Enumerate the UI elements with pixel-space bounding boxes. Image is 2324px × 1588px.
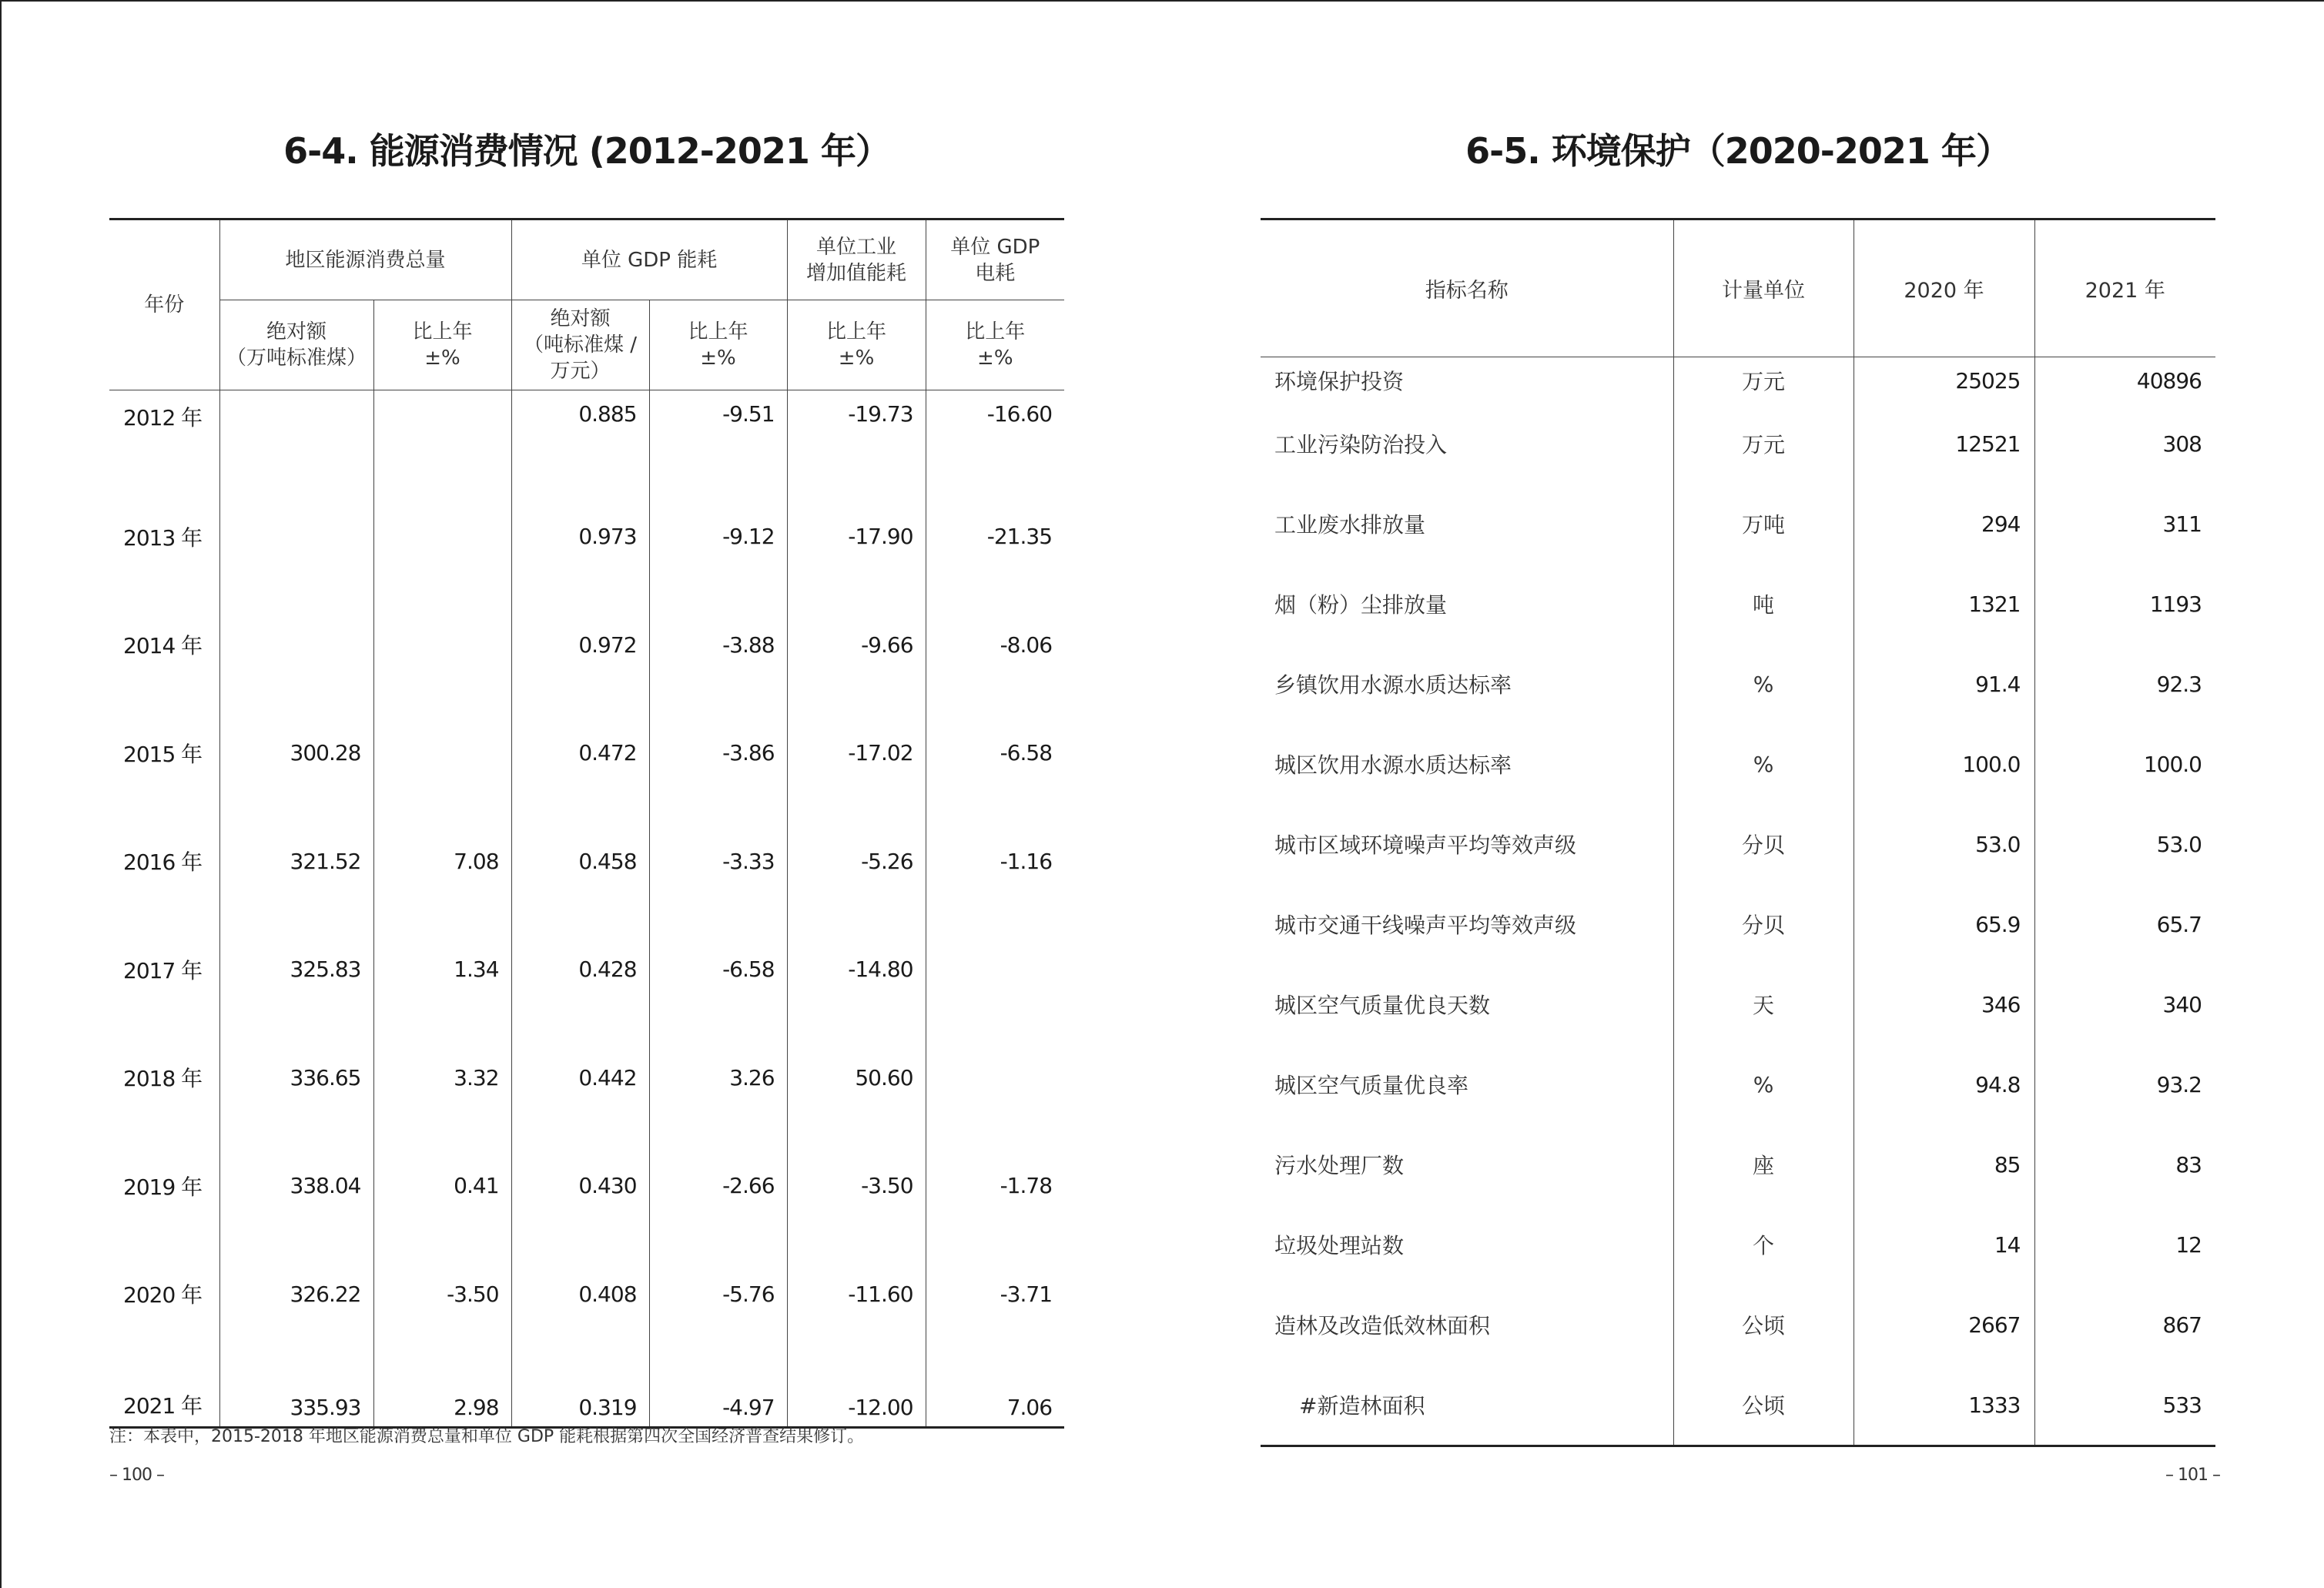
cell-name: 城市区域环境噪声平均等效声级 [1261, 804, 1673, 884]
cell-elec [926, 1023, 1064, 1132]
cell-total_pct [373, 390, 511, 483]
cell-v2020: 94.8 [1854, 1044, 2034, 1124]
cell-ind: -14.80 [787, 916, 926, 1024]
cell-name: #新造林面积 [1261, 1365, 1673, 1446]
cell-total_pct: 2.98 [373, 1348, 511, 1428]
table-row [109, 591, 1064, 699]
cell-gdp_pct: -2.66 [649, 1132, 787, 1241]
cell-name: 工业废水排放量 [1261, 484, 1673, 564]
cell-gdp: 0.885 [511, 390, 649, 483]
header-total-absolute: 绝对额 （万吨标准煤） [219, 300, 373, 390]
cell-v2021: 308 [2162, 431, 2202, 457]
cell-name: 造林及改造低效林面积 [1261, 1285, 1673, 1365]
cell-total: 325.83 [219, 916, 373, 1024]
table-row [1261, 404, 2215, 484]
cell-total [219, 591, 373, 699]
cell-unit: 万吨 [1673, 484, 1854, 564]
cell-total: 335.93 [219, 1348, 373, 1428]
cell-gdp: 0.458 [511, 807, 649, 916]
cell-total [219, 483, 373, 591]
header-gdp-absolute: 绝对额 （吨标准煤 / 万元） [511, 300, 649, 390]
table-row [109, 1348, 1064, 1428]
cell-unit: 公顷 [1673, 1285, 1854, 1365]
table-row [1261, 1365, 2215, 1446]
cell-v2021: 53.0 [2156, 831, 2202, 857]
cell-name: 烟（粉）尘排放量 [1261, 564, 1673, 644]
cell-name: 城市交通干线噪声平均等效声级 [1261, 884, 1673, 964]
cell-v2021: 65.7 [2156, 911, 2202, 937]
cell-ind: -12.00 [787, 1348, 926, 1428]
cell-v2021: 340 [2162, 991, 2202, 1017]
cell-elec: -16.60 [986, 401, 1053, 427]
page-number-right: – 101 – [2165, 1466, 2220, 1485]
cell-v2020: 1321 [1854, 564, 2034, 644]
cell-total: 338.04 [219, 1132, 373, 1241]
cell-ind: -3.50 [787, 1132, 926, 1241]
cell-year: 2015 年 [109, 699, 219, 808]
cell-total: 300.28 [219, 699, 373, 808]
cell-gdp: 0.430 [511, 1132, 649, 1241]
cell-gdp: 0.973 [511, 483, 649, 591]
cell-year: 2021 年 [109, 1348, 219, 1428]
cell-gdp_pct: -3.86 [649, 699, 787, 808]
cell-gdp: 0.408 [511, 1240, 649, 1348]
table-row [1261, 1124, 2215, 1204]
header-unit: 计量单位 [1673, 219, 1854, 357]
cell-gdp_pct: -9.12 [649, 483, 787, 591]
cell-unit: % [1673, 1044, 1854, 1124]
table-row [109, 1023, 1064, 1132]
cell-v2021: 100.0 [2143, 751, 2202, 777]
table-footnote: 注：本表中，2015-2018 年地区能源消费总量和单位 GDP 能耗根据第四次全国经济普查结果修订。 [109, 1427, 865, 1446]
cell-unit: 万元 [1673, 357, 1854, 404]
cell-unit: 天 [1673, 964, 1854, 1044]
table-row [109, 807, 1064, 916]
table-row [1261, 884, 2215, 964]
cell-v2021: 12 [2175, 1231, 2202, 1258]
table-row [109, 1240, 1064, 1348]
cell-total: 336.65 [219, 1023, 373, 1132]
table-row [109, 699, 1064, 808]
cell-gdp_pct: -9.51 [649, 390, 787, 483]
cell-ind: -17.90 [787, 483, 926, 591]
cell-elec: -1.78 [1000, 1173, 1053, 1199]
cell-total: 321.52 [219, 807, 373, 916]
cell-unit: 万元 [1673, 404, 1854, 484]
table-row [109, 916, 1064, 1024]
cell-elec: -21.35 [986, 524, 1053, 550]
cell-v2020: 294 [1854, 484, 2034, 564]
cell-elec: -1.16 [1000, 848, 1053, 874]
cell-unit: % [1673, 644, 1854, 724]
cell-gdp_pct: -3.33 [649, 807, 787, 916]
table-row [1261, 357, 2215, 404]
cell-v2021: 533 [2162, 1392, 2202, 1418]
cell-total_pct [373, 483, 511, 591]
table-row [1261, 644, 2215, 724]
cell-unit: 吨 [1673, 564, 1854, 644]
header-2020: 2020 年 [1854, 219, 2034, 357]
cell-gdp: 0.472 [511, 699, 649, 808]
cell-year: 2019 年 [109, 1132, 219, 1241]
environment-table-title: 6-5. 环境保护（2020-2021 年） [1465, 130, 2011, 172]
cell-gdp_pct: -4.97 [649, 1348, 787, 1428]
table-row [1261, 1204, 2215, 1285]
cell-name: 乡镇饮用水源水质达标率 [1261, 644, 1673, 724]
page-top-border [0, 0, 2324, 2]
cell-gdp_pct: -5.76 [649, 1240, 787, 1348]
table-row [1261, 1285, 2215, 1365]
cell-unit: 个 [1673, 1204, 1854, 1285]
cell-gdp_pct: -3.88 [649, 591, 787, 699]
cell-v2021: 311 [2162, 511, 2202, 537]
header-electricity-pct: 比上年 ±% [926, 300, 1064, 390]
cell-ind: 50.60 [787, 1023, 926, 1132]
header-industry-pct: 比上年 ±% [787, 300, 926, 390]
cell-gdp: 0.442 [511, 1023, 649, 1132]
cell-total: 326.22 [219, 1240, 373, 1348]
cell-elec: -6.58 [1000, 740, 1053, 766]
cell-total [219, 390, 373, 483]
cell-name: 环境保护投资 [1261, 357, 1673, 404]
cell-v2021: 93.2 [2156, 1071, 2202, 1097]
cell-year: 2017 年 [109, 916, 219, 1024]
table-row [1261, 564, 2215, 644]
cell-v2020: 65.9 [1854, 884, 2034, 964]
cell-name: 污水处理厂数 [1261, 1124, 1673, 1204]
cell-v2020: 346 [1854, 964, 2034, 1044]
cell-unit: 公顷 [1673, 1365, 1854, 1446]
cell-year: 2012 年 [109, 390, 219, 483]
cell-v2020: 12521 [1854, 404, 2034, 484]
energy-consumption-table [109, 218, 1064, 1429]
cell-name: 工业污染防治投入 [1261, 404, 1673, 484]
cell-v2020: 14 [1854, 1204, 2034, 1285]
cell-total_pct: 7.08 [373, 807, 511, 916]
energy-table-title: 6-4. 能源消费情况 (2012-2021 年） [283, 130, 890, 172]
cell-v2020: 2667 [1854, 1285, 2034, 1365]
cell-ind: -19.73 [787, 390, 926, 483]
header-total-pct: 比上年 ±% [373, 300, 511, 390]
cell-ind: -5.26 [787, 807, 926, 916]
cell-total_pct: 0.41 [373, 1132, 511, 1241]
cell-unit: % [1673, 724, 1854, 804]
cell-year: 2016 年 [109, 807, 219, 916]
cell-v2020: 1333 [1854, 1365, 2034, 1446]
cell-gdp_pct: -6.58 [649, 916, 787, 1024]
cell-v2020: 100.0 [1854, 724, 2034, 804]
cell-gdp: 0.428 [511, 916, 649, 1024]
cell-name: 垃圾处理站数 [1261, 1204, 1673, 1285]
cell-year: 2013 年 [109, 483, 219, 591]
cell-ind: -9.66 [787, 591, 926, 699]
cell-v2021: 83 [2175, 1151, 2202, 1178]
table-row [1261, 724, 2215, 804]
cell-v2021: 92.3 [2156, 671, 2202, 697]
cell-v2020: 91.4 [1854, 644, 2034, 724]
header-industry-energy: 单位工业 增加值能耗 [787, 219, 926, 300]
header-year: 年份 [109, 219, 219, 390]
header-indicator-name: 指标名称 [1261, 219, 1673, 357]
table-row [1261, 1044, 2215, 1124]
cell-gdp_pct: 3.26 [649, 1023, 787, 1132]
cell-name: 城区空气质量优良率 [1261, 1044, 1673, 1124]
cell-total_pct [373, 591, 511, 699]
cell-v2021: 1193 [2149, 591, 2202, 617]
cell-year: 2014 年 [109, 591, 219, 699]
cell-v2021: 867 [2162, 1312, 2202, 1338]
header-gdp-pct: 比上年 ±% [649, 300, 787, 390]
cell-year: 2020 年 [109, 1240, 219, 1348]
cell-unit: 分贝 [1673, 804, 1854, 884]
cell-v2020: 25025 [1854, 357, 2034, 404]
cell-name: 城区饮用水源水质达标率 [1261, 724, 1673, 804]
cell-unit: 分贝 [1673, 884, 1854, 964]
table-row [1261, 804, 2215, 884]
page-left-border [0, 0, 2, 1588]
environment-protection-table [1261, 218, 2215, 1447]
cell-ind: -11.60 [787, 1240, 926, 1348]
header-2021: 2021 年 [2034, 219, 2215, 357]
cell-elec: 7.06 [1006, 1395, 1053, 1420]
cell-total_pct: -3.50 [373, 1240, 511, 1348]
cell-year: 2018 年 [109, 1023, 219, 1132]
cell-elec [926, 916, 1064, 1024]
page-number-left: – 100 – [109, 1466, 164, 1485]
cell-name: 城区空气质量优良天数 [1261, 964, 1673, 1044]
table-row [109, 1132, 1064, 1241]
cell-elec: -3.71 [1000, 1281, 1053, 1307]
header-gdp-energy: 单位 GDP 能耗 [511, 219, 787, 300]
cell-total_pct: 3.32 [373, 1023, 511, 1132]
header-gdp-electricity: 单位 GDP 电耗 [926, 219, 1064, 300]
cell-ind: -17.02 [787, 699, 926, 808]
cell-total_pct: 1.34 [373, 916, 511, 1024]
table-row [109, 483, 1064, 591]
cell-gdp: 0.319 [511, 1348, 649, 1428]
table-row [1261, 484, 2215, 564]
cell-elec: -8.06 [1000, 632, 1053, 658]
header-total-consumption: 地区能源消费总量 [219, 219, 511, 300]
table-row [1261, 964, 2215, 1044]
cell-v2020: 53.0 [1854, 804, 2034, 884]
cell-v2021: 40896 [2136, 367, 2202, 394]
cell-total_pct [373, 699, 511, 808]
cell-v2020: 85 [1854, 1124, 2034, 1204]
table-row [109, 390, 1064, 483]
cell-gdp: 0.972 [511, 591, 649, 699]
cell-unit: 座 [1673, 1124, 1854, 1204]
